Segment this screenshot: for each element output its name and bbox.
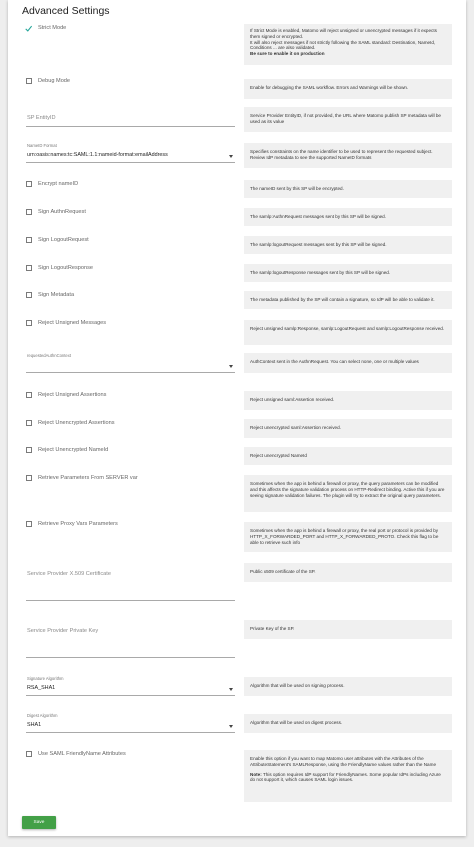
- signature-algorithm-label: Signature Algorithm: [27, 676, 64, 681]
- sign-logoutresponse-label[interactable]: Sign LogoutResponse: [38, 265, 94, 271]
- retrieve-params-server-var-checkbox[interactable]: [26, 475, 32, 481]
- reject-unsigned-assertions-label[interactable]: Reject Unsigned Assertions: [38, 392, 107, 398]
- debug-mode-help: Enable for debugging the SAML workflow. Errors and Warnings will be shown.: [244, 79, 452, 99]
- debug-mode-checkbox[interactable]: [26, 78, 32, 84]
- sign-authnrequest-help: The samlp:AuthnRequest messages sent by this SP will be signed.: [244, 208, 452, 226]
- retrieve-proxy-vars-help: Sometimes when the app is behind a firewall or proxy, the real port or protocol is provided by HTTP_X_FORWARDED_PORT and HTTP_X_FORWARDED_PROTO. Check this flag to be able to retrieve such info: [244, 522, 452, 552]
- debug-mode-label[interactable]: Debug Mode: [38, 78, 71, 84]
- sign-logoutresponse-checkbox[interactable]: [26, 265, 32, 271]
- reject-unsigned-messages-label[interactable]: Reject Unsigned Messages: [38, 320, 107, 326]
- chevron-down-icon[interactable]: [229, 688, 233, 691]
- strict-mode-help-bold: Be sure to enable it on production: [250, 51, 325, 57]
- page-title: Advanced Settings: [22, 5, 110, 17]
- reject-unencrypted-nameid-checkbox[interactable]: [26, 447, 32, 453]
- retrieve-params-server-var-label[interactable]: Retrieve Parameters From SERVER var: [38, 475, 138, 481]
- friendlyname-help: [244, 750, 452, 802]
- digest-algorithm-label: Digest Algorithm: [27, 713, 58, 718]
- reject-unsigned-messages-help: Reject unsigned samlp:Response, samlp:LogoutRequest and samlp:LogoutResponse received.: [244, 320, 452, 345]
- sign-metadata-label[interactable]: Sign Metadata: [38, 292, 75, 298]
- sign-logoutresponse-help: The samlp:logoutResponse messages sent by this SP will be signed.: [244, 264, 452, 282]
- reject-unsigned-assertions-help: Reject unsigned saml:Assertion received.: [244, 391, 452, 410]
- reject-unencrypted-assertions-checkbox[interactable]: [26, 420, 32, 426]
- friendlyname-label[interactable]: Use SAML FriendlyName Attributes: [38, 751, 126, 757]
- digest-algorithm-help: Algorithm that will be used on digest process.: [244, 714, 452, 733]
- sign-metadata-help: The metadata published by the SP will contain a signature, so IdP will be able to validate it.: [244, 291, 452, 309]
- sign-logoutrequest-label[interactable]: Sign LogoutRequest: [38, 237, 89, 243]
- sign-authnrequest-label[interactable]: Sign AuthnRequest: [38, 209, 86, 215]
- sp-entityid-label: SP EntityID: [27, 115, 56, 121]
- digest-algorithm-underline: [26, 732, 235, 733]
- sign-metadata-checkbox[interactable]: [26, 292, 32, 298]
- requested-authn-context-underline: [26, 372, 235, 373]
- sp-x509-cert-textarea[interactable]: [26, 600, 235, 601]
- encrypt-nameid-help: The nameID sent by this SP will be encrypted.: [244, 180, 452, 198]
- retrieve-proxy-vars-label[interactable]: Retrieve Proxy Vars Parameters: [38, 521, 118, 527]
- friendlyname-checkbox[interactable]: [26, 751, 32, 757]
- reject-unencrypted-assertions-help: Reject unencrypted saml:Assertion received.: [244, 419, 452, 438]
- sign-logoutrequest-help: The samlp:logoutRequest messages sent by this SP will be signed.: [244, 236, 452, 254]
- digest-algorithm-select[interactable]: SHA1: [27, 722, 42, 728]
- encrypt-nameid-checkbox[interactable]: [26, 181, 32, 187]
- retrieve-proxy-vars-checkbox[interactable]: [26, 521, 32, 527]
- sign-logoutrequest-checkbox[interactable]: [26, 237, 32, 243]
- friendlyname-note: Note: This option requires IdP support for FriendlyNames. Some popular IdPs including Azure do not support it, which causes SAML login issues.: [250, 771, 441, 783]
- sp-private-key-label: Service Provider Private Key: [27, 628, 99, 634]
- nameid-format-help: Specifies constraints on the name identifier to be used to represent the requested subject. Review IdP metadata to see the supported NameID formats: [244, 143, 452, 168]
- encrypt-nameid-label[interactable]: Encrypt nameID: [38, 181, 79, 187]
- reject-unencrypted-nameid-label[interactable]: Reject Unencrypted NameId: [38, 447, 109, 453]
- signature-algorithm-underline: [26, 695, 235, 696]
- strict-mode-help-text-2: It will also reject messages if not strictly following the SAML standard: Destination, NameId, Conditions ... are also validated.: [250, 39, 436, 51]
- chevron-down-icon[interactable]: [229, 365, 233, 368]
- signature-algorithm-select[interactable]: RSA_SHA1: [27, 685, 56, 691]
- reject-unencrypted-nameid-help: Reject unencrypted NameId: [244, 447, 452, 465]
- reject-unsigned-messages-checkbox[interactable]: [26, 320, 32, 326]
- strict-mode-label[interactable]: Strict Mode: [38, 25, 67, 31]
- save-button[interactable]: Save: [22, 816, 56, 829]
- sp-private-key-help: Private Key of the SP.: [244, 620, 452, 639]
- chevron-down-icon[interactable]: [229, 725, 233, 728]
- requested-authn-context-label: requestedAuthnContext: [27, 353, 71, 358]
- reject-unencrypted-assertions-label[interactable]: Reject Unencrypted Assertions: [38, 420, 115, 426]
- chevron-down-icon[interactable]: [229, 155, 233, 158]
- nameid-format-underline: [26, 162, 235, 163]
- sp-private-key-textarea[interactable]: [26, 657, 235, 658]
- sp-x509-cert-help: Public x509 certificate of the SP.: [244, 563, 452, 582]
- strict-mode-help-text-1: If Strict Mode is enabled, Matomo will reject unsigned or unencrypted messages if it expects them signed or encrypted.: [250, 28, 437, 39]
- sp-x509-cert-label: Service Provider X.509 Certificate: [27, 571, 111, 577]
- sp-entityid-input[interactable]: [26, 126, 235, 127]
- retrieve-params-server-var-help: Sometimes when the app is behind a firewall or proxy, the query parameters can be modified and this affects the signature validation process on HTTP-Redirect binding. Active this if you are seeing signature validation failures. The plugin will try to extract the original query parameters.: [244, 475, 452, 512]
- requested-authn-context-help: AuthContext sent in the AuthnRequest. You can select none, one or multiple values: [244, 353, 452, 373]
- strict-mode-help: [244, 24, 452, 65]
- sp-entityid-help: Service Provider EntityID, if not provided, the URL where Matomo publish SP metadata will be used as its value: [244, 107, 452, 132]
- reject-unsigned-assertions-checkbox[interactable]: [26, 392, 32, 398]
- friendlyname-help-text: Enable this option if you want to map Matomo user attributes with the Attributes of the AttributeStatement's SAMLResponse, using the FriendlyName values rather than the Name: [250, 756, 436, 767]
- nameid-format-label: NameID Format: [27, 143, 57, 148]
- checkmark-icon[interactable]: [25, 25, 32, 32]
- sign-authnrequest-checkbox[interactable]: [26, 209, 32, 215]
- nameid-format-select[interactable]: urn:oasis:names:tc:SAML:1.1:nameid-format:emailAddress: [27, 152, 168, 158]
- signature-algorithm-help: Algorithm that will be used on signing process.: [244, 677, 452, 696]
